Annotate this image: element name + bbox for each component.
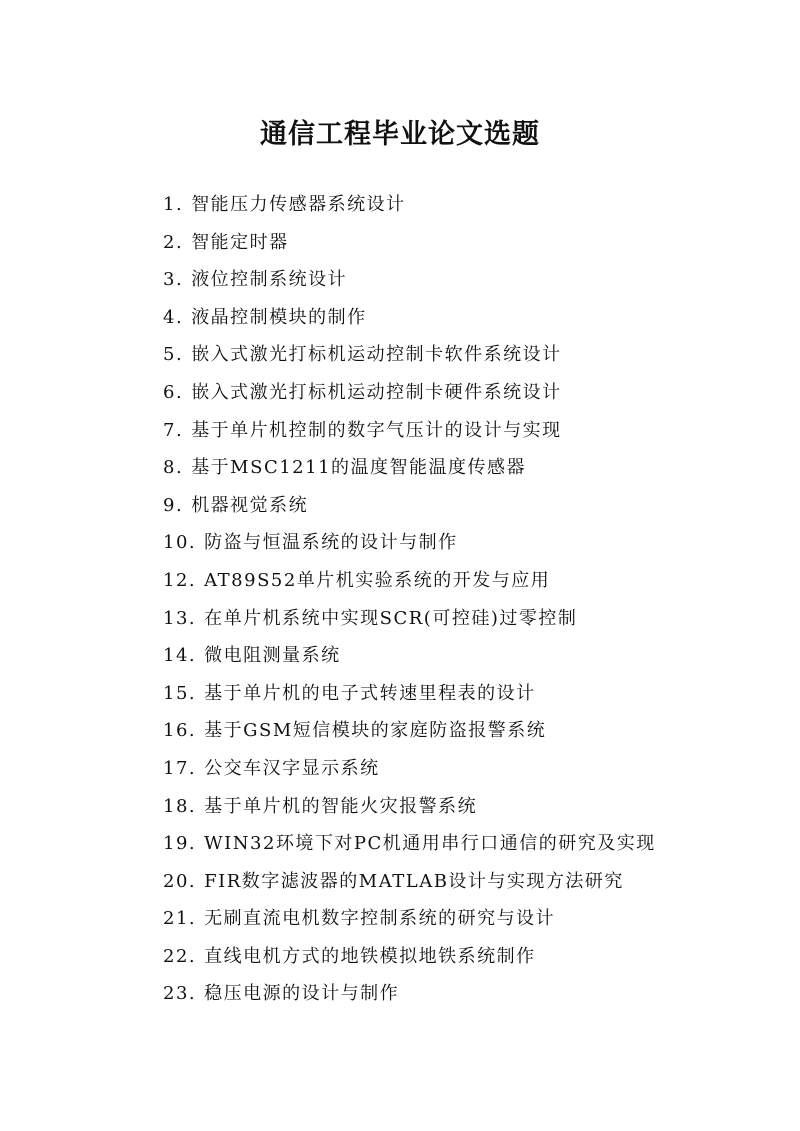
list-item xyxy=(163,224,656,262)
list-item-number: 13. xyxy=(163,607,197,629)
list-item-text: FIR数字滤波器的MATLAB设计与实现方法研究 xyxy=(204,870,624,892)
list-item-number: 9. xyxy=(163,494,184,516)
list-item-text: 基于MSC1211的温度智能温度传感器 xyxy=(191,457,527,479)
list-item-number: 15. xyxy=(163,682,197,704)
list-item-text: 智能压力传感器系统设计 xyxy=(191,194,406,215)
list-item xyxy=(163,900,656,938)
list-item xyxy=(163,825,656,863)
list-item-text: 稳压电源的设计与制作 xyxy=(204,983,400,1005)
list-item xyxy=(163,299,656,337)
list-item xyxy=(163,750,656,788)
topic-list xyxy=(163,186,656,1013)
list-item xyxy=(163,637,656,675)
list-item xyxy=(163,487,656,525)
list-item-text: 微电阻测量系统 xyxy=(204,645,341,667)
list-item-number: 14. xyxy=(163,645,197,667)
list-item-text: AT89S52单片机实验系统的开发与应用 xyxy=(204,569,551,591)
list-item xyxy=(163,712,656,750)
list-item-text: 基于单片机的智能火灾报警系统 xyxy=(204,795,478,817)
list-item xyxy=(163,412,656,450)
list-item xyxy=(163,186,656,224)
list-item-number: 20. xyxy=(163,870,197,892)
list-item-number: 22. xyxy=(163,945,197,967)
list-item xyxy=(163,336,656,374)
list-item-text: 在单片机系统中实现SCR(可控硅)过零控制 xyxy=(204,607,578,629)
list-item xyxy=(163,374,656,412)
list-item-text: 液位控制系统设计 xyxy=(191,269,348,291)
page-title: 通信工程毕业论文选题 xyxy=(260,119,540,151)
list-item-number: 7. xyxy=(163,419,184,441)
list-item xyxy=(163,863,656,901)
list-item-number: 4. xyxy=(163,306,184,328)
list-item-text: 公交车汉字显示系统 xyxy=(204,757,380,779)
list-item-text: 智能定时器 xyxy=(191,231,289,253)
list-item-number: 1. xyxy=(163,194,184,215)
list-item-number: 6. xyxy=(163,381,184,403)
list-item-number: 17. xyxy=(163,757,197,779)
list-item-text: 基于单片机控制的数字气压计的设计与实现 xyxy=(191,419,562,441)
list-item xyxy=(163,261,656,299)
list-item-number: 5. xyxy=(163,344,184,366)
list-item-text: 机器视觉系统 xyxy=(191,494,309,516)
list-item xyxy=(163,788,656,826)
list-item-text: 液晶控制模块的制作 xyxy=(191,306,367,328)
list-item-number: 2. xyxy=(163,231,184,253)
list-item-number: 10. xyxy=(163,532,197,554)
list-item-number: 18. xyxy=(163,795,197,817)
list-item-text: 直线电机方式的地铁模拟地铁系统制作 xyxy=(204,945,536,967)
list-item xyxy=(163,938,656,976)
list-item xyxy=(163,675,656,713)
list-item-number: 3. xyxy=(163,269,184,291)
list-item-text: 无刷直流电机数字控制系统的研究与设计 xyxy=(204,908,556,930)
list-item xyxy=(163,524,656,562)
list-item-number: 19. xyxy=(163,833,197,855)
list-item-number: 21. xyxy=(163,908,197,930)
list-item-text: WIN32环境下对PC机通用串行口通信的研究及实现 xyxy=(204,833,656,855)
list-item-text: 嵌入式激光打标机运动控制卡软件系统设计 xyxy=(191,344,562,366)
list-item-text: 嵌入式激光打标机运动控制卡硬件系统设计 xyxy=(191,381,562,403)
list-item-number: 23. xyxy=(163,983,197,1005)
list-item xyxy=(163,562,656,600)
list-item-number: 8. xyxy=(163,457,184,479)
list-item-number: 12. xyxy=(163,569,197,591)
list-item-text: 基于单片机的电子式转速里程表的设计 xyxy=(204,682,536,704)
list-item-text: 基于GSM短信模块的家庭防盗报警系统 xyxy=(204,720,547,742)
list-item xyxy=(163,449,656,487)
list-item-text: 防盗与恒温系统的设计与制作 xyxy=(204,532,458,554)
list-item xyxy=(163,975,656,1013)
list-item-number: 16. xyxy=(163,720,197,742)
list-item xyxy=(163,600,656,638)
